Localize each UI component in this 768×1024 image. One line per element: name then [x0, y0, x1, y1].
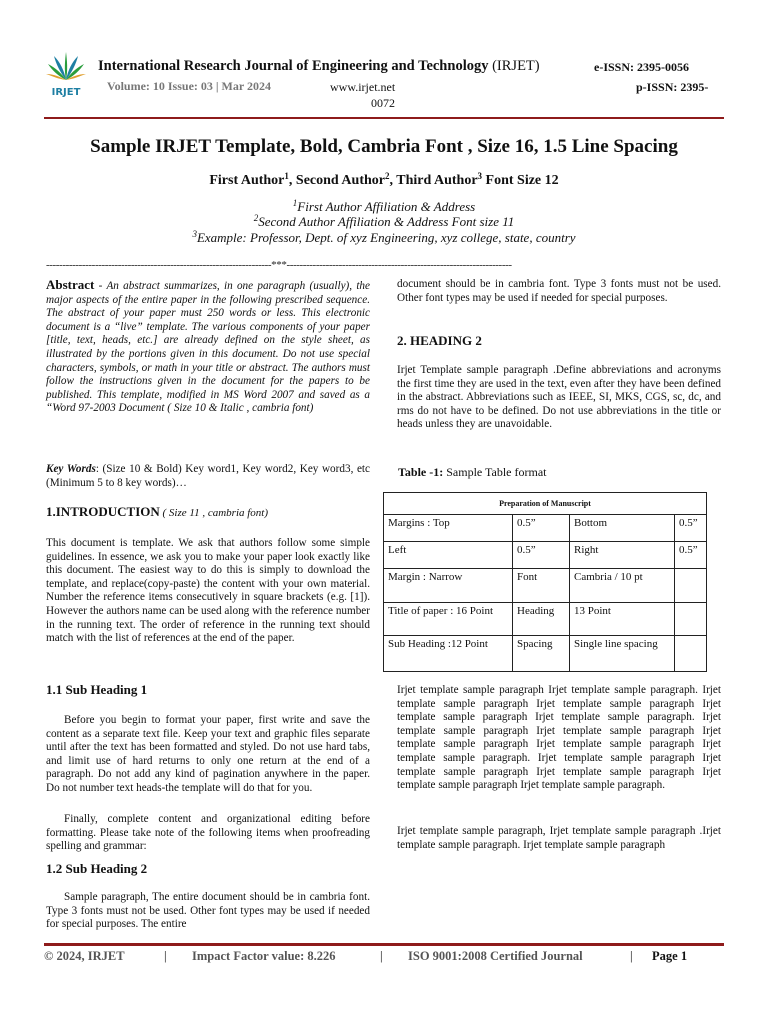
sub1-paragraph-1	[46, 714, 370, 796]
footer-page-number: 1	[680, 949, 688, 963]
abstract-label: Abstract	[46, 277, 95, 292]
heading-2-para: Irjet Template sample paragraph .Define abbreviations and acronyms the first time they are used in the text, even after they have been defined in the abstract. Abbreviations such as IEEE, SI, MKS, CGS, sc, dc, and rms do not have to be defined. Do not use abbreviations in the title or heads unless they are unavoidable.	[397, 364, 721, 431]
sub1-p1-text: Before you begin to format your paper, first write and save the content as a separate text file. Keep your text and graphic files separate until after the text has been formatted and styled. Do not use hard tabs, and limit use of hard returns to only one return at the end of a paragraph. Do not add any kind of pagination anywhere in the paper. Do not number text heads-the template will do that for you.	[46, 714, 370, 794]
first-author-sup: 1	[284, 171, 289, 181]
table-cell: Cambria / 10 pt	[570, 569, 675, 603]
intro-text: This document is template. We ask that authors follow some simple guidelines. In essence, we ask you to make your paper look exactly like this document. The easiest way to do this is simply to download the template, and replace(copy-paste) the content with your own material. Number the reference items consecutively in square brackets (e.g. [1]). However the authors name can be used along with the reference number in the running text. The order of reference in the running text should match with the list of references at the end of the paper.	[46, 537, 370, 645]
intro-heading	[46, 505, 370, 521]
sub2-p1-text: Sample paragraph, The entire document should be in cambria font. Type 3 fonts must not be used. Other font types may be used if needed for special purposes. The entire	[46, 891, 370, 931]
affiliation-1-text: First Author Affiliation & Address	[297, 199, 476, 214]
table-title-row	[384, 493, 707, 515]
footer-impact: Impact Factor value: 8.226	[192, 949, 336, 963]
affiliation-1-sup: 1	[292, 198, 298, 208]
keywords-label: Key Words	[46, 463, 96, 475]
table-cell: 13 Point	[570, 603, 675, 636]
author-font-note: Font Size 12	[482, 173, 559, 188]
section-separator: ---------------------------------------------------------------------***---------------------------------------------------------------------	[46, 259, 512, 271]
footer-rule	[44, 943, 724, 946]
third-author-sup: 3	[477, 171, 483, 181]
table-row	[384, 569, 707, 603]
journal-url[interactable]: www.irjet.net	[330, 80, 396, 94]
table-cell: 0.5”	[675, 515, 707, 542]
table-cell	[675, 569, 707, 603]
journal-full-name: International Research Journal of Engineering and Technology	[98, 58, 489, 74]
intro-paragraph	[46, 537, 370, 646]
manuscript-table	[383, 492, 707, 672]
footer-page-label: Page	[652, 949, 678, 963]
pissn-continued: 0072	[371, 96, 395, 110]
footer	[44, 949, 724, 964]
intro-heading-note: ( Size 11 , cambria font)	[159, 507, 269, 519]
journal-name	[98, 58, 540, 75]
footer-iso: ISO 9001:2008 Certified Journal	[408, 949, 583, 963]
footer-bar: |	[630, 949, 633, 963]
table-cell: Margins : Top	[384, 515, 513, 542]
sample-paragraph-1	[397, 684, 721, 793]
table-caption-label: Table -1:	[398, 465, 444, 479]
heading-2-paragraph	[397, 364, 721, 432]
table-row	[384, 636, 707, 672]
author-comma-2: ,	[389, 173, 393, 188]
table-row	[384, 603, 707, 636]
table-cell: Sub Heading :12 Point	[384, 636, 513, 672]
table-cell: Margin : Narrow	[384, 569, 513, 603]
affiliation-1	[0, 199, 768, 215]
pissn: p-ISSN: 2395-	[636, 80, 709, 94]
sub1-paragraph-2	[46, 813, 370, 854]
affiliation-2-text: Second Author Affiliation & Address Font size 11	[258, 214, 515, 229]
table-caption	[398, 465, 546, 480]
first-author: First Author	[209, 173, 285, 188]
table-cell: Spacing	[513, 636, 570, 672]
keywords-block	[46, 463, 370, 490]
table-cell	[675, 603, 707, 636]
sub2-heading	[46, 862, 370, 876]
table-cell: Title of paper : 16 Point	[384, 603, 513, 636]
header-rule	[44, 117, 724, 119]
author-comma-1: ,	[288, 173, 293, 188]
footer-bar: |	[164, 949, 167, 963]
sample-paragraph-2	[397, 825, 721, 852]
table-row	[384, 515, 707, 542]
affiliation-3	[0, 230, 768, 246]
table-cell: Heading	[513, 603, 570, 636]
table-cell: 0.5”	[513, 542, 570, 569]
authors-line	[0, 173, 768, 189]
third-author: Third Author	[396, 173, 478, 188]
table-cell	[675, 636, 707, 672]
table-cell: Left	[384, 542, 513, 569]
table-row	[384, 542, 707, 569]
table-cell: Font	[513, 569, 570, 603]
affiliation-3-text: Example: Professor, Dept. of xyz Engineering, xyz college, state, country	[196, 230, 576, 245]
cont-text: document should be in cambria font. Type 3 fonts must not be used. Other font types may be used if needed for special purposes.	[397, 278, 721, 304]
keywords-text: : (Size 10 & Bold) Key word1, Key word2, Key word3, etc (Minimum 5 to 8 key words)…	[46, 463, 371, 489]
table-title: Preparation of Manuscript	[384, 493, 707, 515]
second-author-sup: 2	[384, 171, 390, 181]
second-author: Second Author	[295, 173, 385, 188]
irjet-logo	[44, 50, 88, 98]
abstract-block	[46, 278, 370, 416]
table-cell: Single line spacing	[570, 636, 675, 672]
abstract-text: An abstract summarizes, in one paragraph (usually), the major aspects of the entire paper in the following prescribed sequence. The abstract of your paper must 250 words or less. This electronic document is a “live” template. The various components of your paper [title, text, heads, etc.] are already defined on the style sheet, as illustrated by the portions given in this document. Do not use special characters, symbols, or math in your title or abstract. The authors must follow the instructions given in the document for the papers to be published. This template, modified in MS Word 2007 and saved as a “Word 97-2003 Document ( Size 10 & Italic , cambria font)	[46, 280, 370, 415]
table-cell: 0.5”	[675, 542, 707, 569]
sample-para-1-text: Irjet template sample paragraph Irjet template sample paragraph. Irjet template sample paragraph Irjet template sample paragraph Irjet template sample paragraph Irjet template sample paragraph. Irjet template sample paragraph Irjet template sample paragraph Irjet template sample paragraph Irjet template sample paragraph Irjet template sample paragraph. Irjet template sample paragraph Irjet template sample paragraph Irjet template sample paragraph Irjet template sample paragraph Irjet template sample paragraph.	[397, 684, 721, 792]
heading-2-text: 2. HEADING 2	[397, 333, 482, 348]
heading-2	[397, 334, 721, 348]
volume-issue: Volume: 10 Issue: 03 | Mar 2024	[107, 79, 271, 93]
table-cell: Right	[570, 542, 675, 569]
abstract-dash: -	[94, 280, 107, 292]
logo-text: IRJET	[51, 87, 81, 98]
eissn: e-ISSN: 2395-0056	[594, 60, 689, 74]
table-cell: Bottom	[570, 515, 675, 542]
sub2-heading-text: 1.2 Sub Heading 2	[46, 861, 148, 876]
footer-bar: |	[380, 949, 383, 963]
sub1-heading-text: 1.1 Sub Heading 1	[46, 682, 148, 697]
footer-copyright: © 2024, IRJET	[44, 949, 125, 963]
sample-para-2-text: Irjet template sample paragraph, Irjet template sample paragraph .Irjet template sample paragraph. Irjet template sample paragraph	[397, 825, 721, 851]
table-caption-text: Sample Table format	[443, 465, 547, 479]
affiliation-3-sup: 3	[192, 229, 197, 239]
affiliation-2	[0, 214, 768, 230]
journal-abbr: (IRJET)	[492, 58, 540, 74]
paper-title: Sample IRJET Template, Bold, Cambria Font , Size 16, 1.5 Line Spacing	[90, 136, 678, 157]
sub1-heading	[46, 683, 370, 697]
sub1-p2-text: Finally, complete content and organizational editing before formatting. Please take note of the following items when proofreading spelling and grammar:	[46, 813, 370, 853]
continued-paragraph	[397, 278, 721, 305]
table-cell: 0.5”	[513, 515, 570, 542]
sub2-paragraph	[46, 891, 370, 932]
intro-heading-text: 1.INTRODUCTION	[46, 504, 160, 519]
affiliation-2-sup: 2	[253, 213, 259, 223]
footer-page	[652, 949, 687, 964]
